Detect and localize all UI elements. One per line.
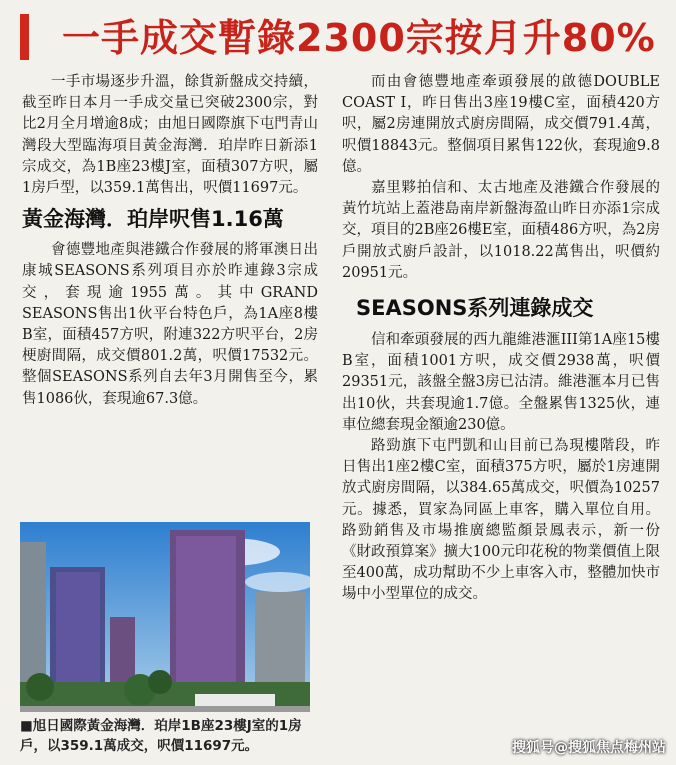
headline: 一手成交暫錄2300宗按月升80%: [62, 16, 656, 60]
right-subheading: SEASONS系列連錄成交: [356, 296, 594, 321]
photo-caption: ■旭日國際黃金海灣．珀岸1B座23樓J室的1房戶，以359.1萬成交，呎價11697元。: [20, 718, 302, 754]
building-photo: [20, 522, 310, 712]
watermark: 搜狐号@搜狐焦点梅州站: [512, 740, 666, 756]
right-paragraph-2: 嘉里夥拍信和、太古地產及港鐵合作發展的黃竹坑站上蓋港島南岸新盤海盈山昨日亦添1宗成交，項目的2B座26樓E室，面積486方呎，為2房戶開放式廚戶設計，以1018.22萬售出，呎價約20951元。: [342, 180, 660, 281]
headline-accent-bar: [20, 14, 29, 60]
left-column: [22, 72, 318, 410]
left-paragraph-2: 會德豐地產與港鐵合作發展的將軍澳日出康城SEASONS系列項目亦於昨連錄3宗成交，套現逾1955萬。其中GRAND SEASONS售出1伙平台特色戶，為1A座8樓B室，面積457方呎，附連322方呎平台，2房梗廚間隔，成交價801.2萬，呎價17532元。整個SEASONS系列自去年3月開售至今，累售1086伙，套現逾67.3億。: [22, 242, 318, 407]
right-paragraph-4: 路勁旗下屯門凱和山目前已為現樓階段，昨日售出1座2樓C室，面積375方呎，屬於1房連開放式廚房間隔，以384.65萬成交，呎價為10257元。據悉，買家為同區上車客，購入單位自用。路勁銷售及市場推廣總監顏景鳳表示，新一份《財政預算案》擴大100元印花稅的物業價值上限至400萬，成功幫助不少上車客入市，整體加快市場中小型單位的成交。: [342, 438, 660, 603]
right-column: [342, 72, 660, 606]
right-paragraph-1: 而由會德豐地產牽頭發展的啟德DOUBLE COAST I，昨日售出3座19樓C室，面積420方呎，屬2房連開放式廚房間隔，成交價791.4萬，呎價18843元。整個項目累售122伙，套現逾9.8億。: [342, 74, 660, 175]
left-paragraph-1: 一手市場逐步升溫，餘貨新盤成交持續，截至昨日本月一手成交量已突破2300宗，對比2月全月增逾8成；由旭日國際旗下屯門青山灣段大型臨海項目黃金海灣．珀岸昨日新添1宗成交，為1B座23樓J室，面積307方呎，屬1房戶型，以359.1萬售出，呎價11697元。: [22, 74, 318, 197]
left-subheading: 黃金海灣．珀岸呎售1.16萬: [22, 207, 284, 232]
right-paragraph-3: 信和牽頭發展的西九龍維港滙III第1A座15樓B室，面積1001方呎，成交價2938萬，呎價29351元，該盤全盤3房已沽清。維港滙本月已售出10伙，共套現逾1.7億。全盤累售1325伙，連車位總套現金額逾230億。: [342, 332, 660, 433]
